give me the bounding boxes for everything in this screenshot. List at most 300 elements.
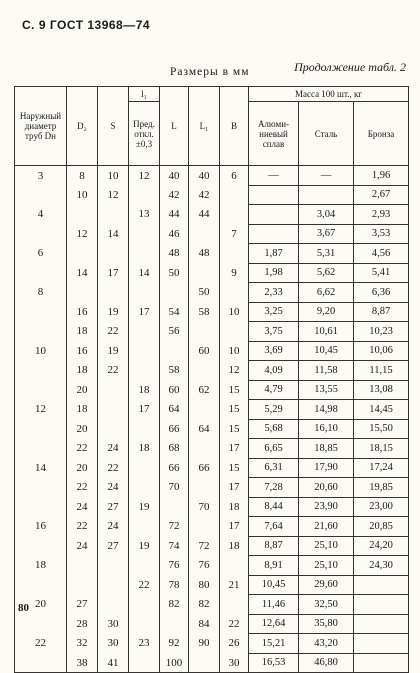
cell-L1: 42 (189, 185, 220, 205)
cell-L: 74 (160, 536, 189, 556)
table-row (15, 614, 409, 634)
cell-l1 (129, 283, 160, 303)
units-label: Размеры в мм (170, 66, 250, 78)
cell-L1: 48 (189, 244, 220, 264)
cell-mass-bronze: 24,20 (354, 536, 409, 556)
cell-mass-aluminum: 6,65 (249, 439, 299, 459)
table-row (15, 283, 409, 303)
cell-outer-diameter: 22 (15, 634, 67, 654)
cell-l1: 18 (129, 380, 160, 400)
cell-mass-bronze: 18,15 (354, 439, 409, 459)
cell-L: 66 (160, 419, 189, 439)
cell-mass-steel: 3,04 (299, 205, 354, 225)
cell-l1: 19 (129, 497, 160, 517)
cell-mass-steel: 14,98 (299, 400, 354, 420)
cell-B (220, 283, 249, 303)
cell-L: 54 (160, 302, 189, 322)
cell-B (220, 205, 249, 225)
table-row (15, 361, 409, 381)
cell-mass-aluminum: 8,91 (249, 556, 299, 576)
cell-s: 22 (98, 458, 129, 478)
cell-L: 46 (160, 224, 189, 244)
cell-L1 (189, 263, 220, 283)
cell-B: 15 (220, 400, 249, 420)
cell-L: 50 (160, 263, 189, 283)
cell-B: 10 (220, 341, 249, 361)
cell-B: 17 (220, 517, 249, 537)
table-row (15, 185, 409, 205)
table-row (15, 205, 409, 225)
cell-l1 (129, 478, 160, 498)
cell-L1: 58 (189, 302, 220, 322)
table-row (15, 595, 409, 615)
cell-B: 26 (220, 634, 249, 654)
cell-mass-steel: 9,20 (299, 302, 354, 322)
table-row (15, 556, 409, 576)
dimensions-table (14, 86, 409, 673)
table-row (15, 244, 409, 264)
cell-mass-aluminum: 5,68 (249, 419, 299, 439)
cell-mass-steel: 46,80 (299, 653, 354, 673)
cell-B: 17 (220, 439, 249, 459)
cell-outer-diameter (15, 536, 67, 556)
cell-L: 76 (160, 556, 189, 576)
cell-L1: 44 (189, 205, 220, 225)
cell-mass-steel: 5,62 (299, 263, 354, 283)
cell-mass-steel: 10,45 (299, 341, 354, 361)
cell-s: 24 (98, 517, 129, 537)
cell-L1 (189, 439, 220, 459)
cell-mass-steel: 35,80 (299, 614, 354, 634)
cell-d2: 20 (67, 458, 98, 478)
cell-outer-diameter: 3 (15, 166, 67, 186)
cell-outer-diameter (15, 575, 67, 595)
cell-L: 100 (160, 653, 189, 673)
table-row (15, 458, 409, 478)
cell-outer-diameter (15, 322, 67, 342)
cell-L1: 60 (189, 341, 220, 361)
cell-s (98, 419, 129, 439)
cell-l1 (129, 419, 160, 439)
cell-d2: 22 (67, 517, 98, 537)
cell-d2: 24 (67, 536, 98, 556)
cell-l1 (129, 224, 160, 244)
cell-mass-aluminum: 15,21 (249, 634, 299, 654)
cell-d2: 28 (67, 614, 98, 634)
cell-B: 12 (220, 361, 249, 381)
cell-s: 17 (98, 263, 129, 283)
cell-L1 (189, 653, 220, 673)
cell-d2 (67, 283, 98, 303)
cell-mass-aluminum: 8,44 (249, 497, 299, 517)
cell-d2: 24 (67, 497, 98, 517)
cell-outer-diameter (15, 185, 67, 205)
cell-mass-aluminum: 6,31 (249, 458, 299, 478)
cell-L1: 40 (189, 166, 220, 186)
cell-L: 78 (160, 575, 189, 595)
cell-mass-aluminum: 12,64 (249, 614, 299, 634)
cell-s: 27 (98, 536, 129, 556)
cell-d2: 20 (67, 380, 98, 400)
cell-mass-steel: 5,31 (299, 244, 354, 264)
cell-mass-aluminum: 16,53 (249, 653, 299, 673)
cell-L: 66 (160, 458, 189, 478)
table-row (15, 400, 409, 420)
cell-L: 60 (160, 380, 189, 400)
cell-B: 6 (220, 166, 249, 186)
table-row (15, 478, 409, 498)
cell-L1: 62 (189, 380, 220, 400)
table-continuation-label: Продолжение табл. 2 (294, 60, 406, 74)
cell-mass-aluminum: 3,75 (249, 322, 299, 342)
cell-l1: 14 (129, 263, 160, 283)
cell-l1: 19 (129, 536, 160, 556)
cell-mass-aluminum (249, 205, 299, 225)
cell-d2: 10 (67, 185, 98, 205)
cell-mass-steel: 43,20 (299, 634, 354, 654)
cell-B: 22 (220, 614, 249, 634)
header-l1: l₁ (129, 87, 160, 102)
cell-L1 (189, 400, 220, 420)
header-s: S (98, 87, 129, 166)
cell-mass-bronze: 10,06 (354, 341, 409, 361)
cell-l1: 17 (129, 400, 160, 420)
cell-mass-bronze: 11,15 (354, 361, 409, 381)
cell-l1 (129, 322, 160, 342)
cell-L: 58 (160, 361, 189, 381)
cell-L: 40 (160, 166, 189, 186)
cell-s: 12 (98, 185, 129, 205)
cell-outer-diameter (15, 302, 67, 322)
cell-mass-bronze: 13,08 (354, 380, 409, 400)
cell-L1: 66 (189, 458, 220, 478)
cell-d2: 20 (67, 419, 98, 439)
cell-L1: 80 (189, 575, 220, 595)
cell-mass-bronze: 3,53 (354, 224, 409, 244)
cell-d2: 18 (67, 361, 98, 381)
cell-L: 64 (160, 400, 189, 420)
cell-L1 (189, 517, 220, 537)
cell-mass-steel: 13,55 (299, 380, 354, 400)
cell-mass-steel: 17,90 (299, 458, 354, 478)
cell-l1 (129, 595, 160, 615)
header-bronze: Бронза (354, 102, 409, 166)
cell-s (98, 244, 129, 264)
table-row (15, 263, 409, 283)
cell-s: 27 (98, 497, 129, 517)
table-row (15, 536, 409, 556)
cell-d2 (67, 205, 98, 225)
cell-mass-bronze (354, 653, 409, 673)
cell-L1 (189, 322, 220, 342)
cell-mass-bronze: 2,67 (354, 185, 409, 205)
cell-s: 19 (98, 341, 129, 361)
cell-B: 15 (220, 458, 249, 478)
table-row (15, 497, 409, 517)
cell-L1: 90 (189, 634, 220, 654)
cell-d2 (67, 575, 98, 595)
cell-L: 56 (160, 322, 189, 342)
cell-outer-diameter (15, 614, 67, 634)
cell-s (98, 595, 129, 615)
cell-s: 30 (98, 634, 129, 654)
cell-d2: 16 (67, 302, 98, 322)
cell-d2: 18 (67, 400, 98, 420)
cell-l1 (129, 556, 160, 576)
cell-mass-bronze: 17,24 (354, 458, 409, 478)
cell-s: 14 (98, 224, 129, 244)
cell-L: 42 (160, 185, 189, 205)
cell-mass-aluminum (249, 224, 299, 244)
cell-d2: 18 (67, 322, 98, 342)
cell-mass-bronze (354, 595, 409, 615)
header-L1: L₁ (189, 87, 220, 166)
cell-d2: 22 (67, 439, 98, 459)
cell-d2: 32 (67, 634, 98, 654)
cell-mass-aluminum: 3,69 (249, 341, 299, 361)
table-row (15, 439, 409, 459)
cell-B: 10 (220, 302, 249, 322)
cell-mass-bronze: 8,87 (354, 302, 409, 322)
cell-l1 (129, 653, 160, 673)
cell-s (98, 283, 129, 303)
cell-mass-aluminum: 11,46 (249, 595, 299, 615)
cell-mass-steel: 23,90 (299, 497, 354, 517)
cell-mass-steel: 21,60 (299, 517, 354, 537)
cell-l1: 22 (129, 575, 160, 595)
cell-l1 (129, 517, 160, 537)
cell-L1: 64 (189, 419, 220, 439)
cell-L1: 70 (189, 497, 220, 517)
cell-mass-steel: 16,10 (299, 419, 354, 439)
cell-mass-aluminum: 4,79 (249, 380, 299, 400)
cell-s: 41 (98, 653, 129, 673)
table-row (15, 419, 409, 439)
cell-mass-aluminum: 2,33 (249, 283, 299, 303)
cell-L: 44 (160, 205, 189, 225)
cell-mass-steel (299, 185, 354, 205)
cell-l1 (129, 361, 160, 381)
cell-l1 (129, 341, 160, 361)
cell-s: 22 (98, 322, 129, 342)
cell-d2: 27 (67, 595, 98, 615)
cell-s: 24 (98, 478, 129, 498)
page-number: 80 (18, 602, 29, 614)
cell-L: 48 (160, 244, 189, 264)
cell-mass-bronze: 14,45 (354, 400, 409, 420)
cell-B (220, 185, 249, 205)
header-d2: D₂ (67, 87, 98, 166)
header-B: B (220, 87, 249, 166)
cell-s: 24 (98, 439, 129, 459)
cell-mass-steel: 3,67 (299, 224, 354, 244)
cell-L1: 72 (189, 536, 220, 556)
cell-outer-diameter (15, 380, 67, 400)
cell-L1: 50 (189, 283, 220, 303)
cell-mass-aluminum: 10,45 (249, 575, 299, 595)
cell-mass-aluminum: 8,87 (249, 536, 299, 556)
cell-mass-bronze (354, 575, 409, 595)
cell-B (220, 556, 249, 576)
cell-outer-diameter: 14 (15, 458, 67, 478)
cell-l1 (129, 458, 160, 478)
cell-outer-diameter (15, 263, 67, 283)
cell-l1 (129, 185, 160, 205)
table-row (15, 341, 409, 361)
cell-B (220, 244, 249, 264)
cell-L (160, 283, 189, 303)
cell-L1: 84 (189, 614, 220, 634)
cell-L (160, 341, 189, 361)
table-row (15, 322, 409, 342)
cell-s (98, 556, 129, 576)
cell-mass-steel: 6,62 (299, 283, 354, 303)
cell-outer-diameter: 20 (15, 595, 67, 615)
cell-mass-bronze (354, 614, 409, 634)
header-L: L (160, 87, 189, 166)
cell-B: 18 (220, 497, 249, 517)
cell-l1: 17 (129, 302, 160, 322)
cell-d2: 16 (67, 341, 98, 361)
table-row (15, 575, 409, 595)
cell-l1: 12 (129, 166, 160, 186)
cell-mass-aluminum: 7,28 (249, 478, 299, 498)
cell-mass-bronze: 5,41 (354, 263, 409, 283)
header-l1-tolerance: Пред. откл. ±0,3 (129, 102, 160, 166)
cell-mass-steel: 25,10 (299, 536, 354, 556)
cell-l1 (129, 614, 160, 634)
cell-mass-bronze (354, 634, 409, 654)
table-row (15, 166, 409, 186)
cell-mass-bronze: 15,50 (354, 419, 409, 439)
cell-mass-steel: 29,60 (299, 575, 354, 595)
cell-d2: 12 (67, 224, 98, 244)
cell-mass-steel: 20,60 (299, 478, 354, 498)
cell-s (98, 400, 129, 420)
cell-L: 70 (160, 478, 189, 498)
cell-d2: 8 (67, 166, 98, 186)
cell-outer-diameter: 12 (15, 400, 67, 420)
cell-L1: 82 (189, 595, 220, 615)
cell-L1 (189, 224, 220, 244)
cell-B: 21 (220, 575, 249, 595)
cell-outer-diameter: 16 (15, 517, 67, 537)
cell-B: 9 (220, 263, 249, 283)
table-row (15, 634, 409, 654)
cell-mass-aluminum (249, 185, 299, 205)
table-row (15, 380, 409, 400)
table-row (15, 653, 409, 673)
cell-outer-diameter: 8 (15, 283, 67, 303)
cell-outer-diameter: 18 (15, 556, 67, 576)
cell-mass-bronze: 23,00 (354, 497, 409, 517)
cell-outer-diameter: 4 (15, 205, 67, 225)
cell-mass-bronze: 10,23 (354, 322, 409, 342)
cell-L (160, 614, 189, 634)
cell-s: 10 (98, 166, 129, 186)
cell-L (160, 497, 189, 517)
cell-B: 15 (220, 419, 249, 439)
table-row (15, 302, 409, 322)
cell-mass-steel: 32,50 (299, 595, 354, 615)
cell-l1: 18 (129, 439, 160, 459)
cell-B: 7 (220, 224, 249, 244)
table-row (15, 224, 409, 244)
cell-mass-aluminum: 5,29 (249, 400, 299, 420)
cell-L: 72 (160, 517, 189, 537)
cell-s: 30 (98, 614, 129, 634)
cell-outer-diameter (15, 497, 67, 517)
cell-B (220, 595, 249, 615)
cell-outer-diameter (15, 653, 67, 673)
cell-mass-aluminum: — (249, 166, 299, 186)
cell-s (98, 575, 129, 595)
cell-outer-diameter (15, 361, 67, 381)
cell-mass-steel: 25,10 (299, 556, 354, 576)
cell-l1 (129, 244, 160, 264)
cell-B: 17 (220, 478, 249, 498)
cell-L: 68 (160, 439, 189, 459)
cell-L1: 76 (189, 556, 220, 576)
cell-l1: 23 (129, 634, 160, 654)
header-aluminum: Алюми-ниевый сплав (249, 102, 299, 166)
cell-l1: 13 (129, 205, 160, 225)
cell-outer-diameter (15, 224, 67, 244)
cell-mass-bronze: 1,96 (354, 166, 409, 186)
cell-L: 82 (160, 595, 189, 615)
cell-B (220, 322, 249, 342)
cell-mass-aluminum: 4,09 (249, 361, 299, 381)
cell-outer-diameter (15, 478, 67, 498)
cell-mass-bronze: 6,36 (354, 283, 409, 303)
cell-L: 92 (160, 634, 189, 654)
cell-L1 (189, 361, 220, 381)
header-outer-diameter: Наружный диаметр труб Dн (15, 87, 67, 166)
header-steel: Сталь (299, 102, 354, 166)
cell-d2: 38 (67, 653, 98, 673)
cell-mass-aluminum: 1,87 (249, 244, 299, 264)
cell-B: 15 (220, 380, 249, 400)
cell-d2 (67, 244, 98, 264)
cell-mass-bronze: 4,56 (354, 244, 409, 264)
cell-B: 30 (220, 653, 249, 673)
cell-mass-aluminum: 7,64 (249, 517, 299, 537)
header-mass-group: Масса 100 шт., кг (249, 87, 409, 102)
cell-s: 22 (98, 361, 129, 381)
cell-mass-bronze: 2,93 (354, 205, 409, 225)
cell-outer-diameter: 10 (15, 341, 67, 361)
cell-outer-diameter (15, 439, 67, 459)
cell-B: 18 (220, 536, 249, 556)
cell-s: 19 (98, 302, 129, 322)
cell-mass-aluminum: 1,98 (249, 263, 299, 283)
cell-outer-diameter (15, 419, 67, 439)
cell-d2 (67, 556, 98, 576)
document-header: С. 9 ГОСТ 13968—74 (22, 18, 151, 32)
cell-d2: 14 (67, 263, 98, 283)
cell-mass-bronze: 19,85 (354, 478, 409, 498)
cell-mass-steel: — (299, 166, 354, 186)
cell-s (98, 380, 129, 400)
cell-mass-aluminum: 3,25 (249, 302, 299, 322)
cell-L1 (189, 478, 220, 498)
cell-mass-steel: 10,61 (299, 322, 354, 342)
cell-outer-diameter: 6 (15, 244, 67, 264)
cell-mass-bronze: 24,30 (354, 556, 409, 576)
cell-d2: 22 (67, 478, 98, 498)
cell-mass-steel: 18,85 (299, 439, 354, 459)
cell-s (98, 205, 129, 225)
